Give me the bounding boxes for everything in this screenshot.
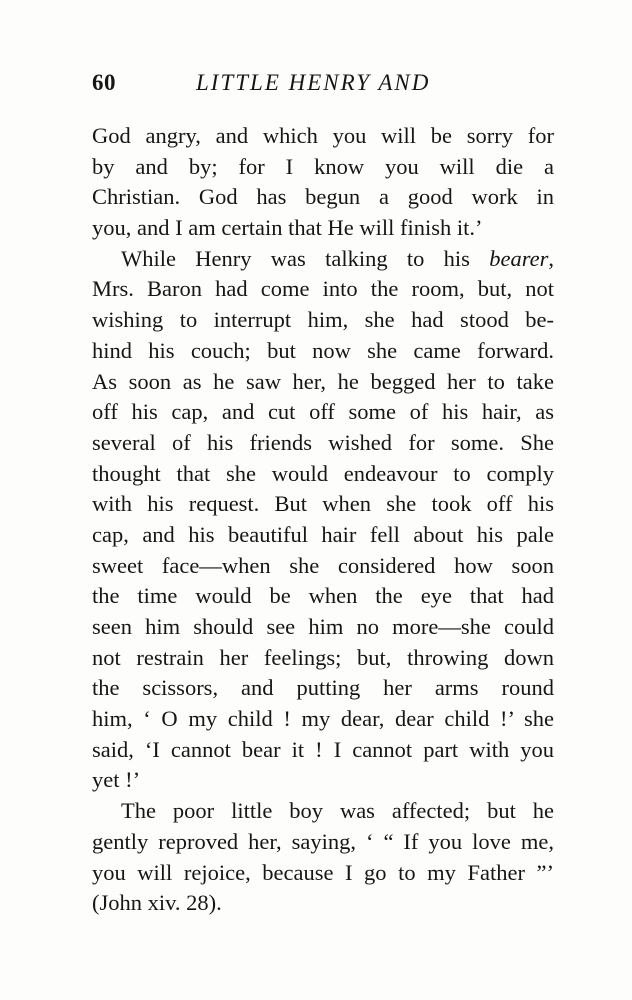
page-header xyxy=(92,70,562,104)
text-line: hind his couch; but now she came forward. xyxy=(92,337,554,363)
text-line: As soon as he saw her, he begged her to take xyxy=(92,368,554,394)
text-line: several of his friends wished for some. She xyxy=(92,429,554,455)
text-line: you, and I am certain that He will finish it.’ xyxy=(92,215,483,241)
text-line: (John xiv. 28). xyxy=(92,890,222,916)
text-line: thought that she would endeavour to comply xyxy=(92,460,554,486)
text-line: wishing to interrupt him, she had stood be- xyxy=(92,307,554,333)
text-line: seen him should see him no more—she could xyxy=(92,614,554,639)
text-line: off his cap, and cut off some of his hair, as xyxy=(92,399,554,425)
running-title: LITTLE HENRY AND xyxy=(196,70,431,95)
text-line: by and by; for I know you will die a xyxy=(92,153,554,179)
text-line: him, ‘ O my child ! my dear, dear child !’ she xyxy=(92,706,554,732)
text-segment: , xyxy=(548,245,554,271)
text-line: The poor little boy was affected; but he xyxy=(121,798,554,824)
text-segment: While Henry was talking to his xyxy=(121,245,490,271)
text-line: cap, and his beautiful hair fell about his pale xyxy=(92,521,554,547)
text-line: God angry, and which you will be sorry for xyxy=(92,123,554,148)
text-line: Mrs. Baron had come into the room, but, not xyxy=(92,276,554,302)
text-line: sweet face—when she considered how soon xyxy=(92,552,554,578)
text-line xyxy=(92,244,554,275)
body-text xyxy=(92,121,554,919)
text-line: gently reproved her, saying, ‘ “ If you love me, xyxy=(92,828,554,854)
text-line: the scissors, and putting her arms round xyxy=(92,675,554,701)
text-line: you will rejoice, because I go to my Father ”’ xyxy=(92,859,554,885)
italic-word: bearer xyxy=(489,245,549,271)
page-number: 60 xyxy=(92,70,116,95)
text-line: the time would be when the eye that had xyxy=(92,583,554,609)
text-line: with his request. But when she took off his xyxy=(92,491,554,517)
text-line: Christian. God has begun a good work in xyxy=(92,184,554,210)
text-line: said, ‘I cannot bear it ! I cannot part with you xyxy=(92,736,554,762)
text-line: yet !’ xyxy=(92,767,141,793)
text-line: not restrain her feelings; but, throwing down xyxy=(92,644,554,670)
